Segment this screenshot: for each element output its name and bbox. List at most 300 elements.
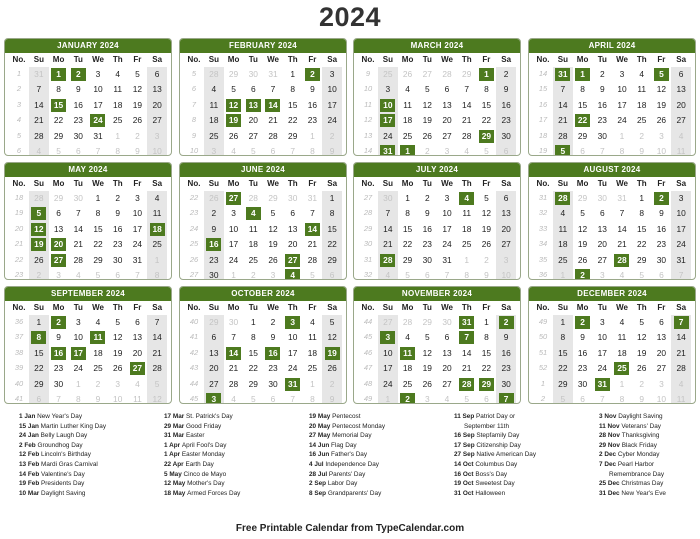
day-cell[interactable] <box>128 206 148 221</box>
day-cell[interactable] <box>88 377 108 392</box>
day-cell[interactable] <box>378 377 398 392</box>
day-cell[interactable] <box>283 129 303 144</box>
day-cell[interactable] <box>263 82 283 97</box>
day-cell[interactable] <box>477 361 497 376</box>
day-cell[interactable] <box>204 98 224 113</box>
day-cell[interactable] <box>243 82 263 97</box>
day-cell[interactable] <box>108 113 128 128</box>
day-cell[interactable] <box>49 82 69 97</box>
day-cell[interactable] <box>496 237 516 252</box>
day-cell[interactable] <box>243 67 263 82</box>
holiday-day-cell[interactable] <box>263 98 283 113</box>
day-cell[interactable] <box>496 253 516 268</box>
day-cell[interactable] <box>496 129 516 144</box>
holiday-day-cell[interactable] <box>592 377 612 392</box>
day-cell[interactable] <box>49 206 69 221</box>
holiday-day-cell[interactable] <box>283 268 303 280</box>
day-cell[interactable] <box>303 392 323 404</box>
day-cell[interactable] <box>108 206 128 221</box>
day-cell[interactable] <box>417 330 437 345</box>
day-cell[interactable] <box>68 392 88 404</box>
day-cell[interactable] <box>553 237 573 252</box>
day-cell[interactable] <box>592 144 612 156</box>
holiday-day-cell[interactable] <box>477 377 497 392</box>
day-cell[interactable] <box>322 268 342 280</box>
day-cell[interactable] <box>592 222 612 237</box>
holiday-day-cell[interactable] <box>398 392 418 404</box>
holiday-day-cell[interactable] <box>652 67 672 82</box>
day-cell[interactable] <box>147 67 167 82</box>
day-cell[interactable] <box>671 206 691 221</box>
day-cell[interactable] <box>303 377 323 392</box>
day-cell[interactable] <box>632 82 652 97</box>
day-cell[interactable] <box>322 98 342 113</box>
holiday-day-cell[interactable] <box>49 237 69 252</box>
day-cell[interactable] <box>29 315 49 330</box>
day-cell[interactable] <box>68 191 88 206</box>
holiday-day-cell[interactable] <box>147 222 167 237</box>
day-cell[interactable] <box>632 315 652 330</box>
day-cell[interactable] <box>224 129 244 144</box>
day-cell[interactable] <box>496 361 516 376</box>
day-cell[interactable] <box>224 253 244 268</box>
day-cell[interactable] <box>652 268 672 280</box>
day-cell[interactable] <box>29 191 49 206</box>
day-cell[interactable] <box>263 361 283 376</box>
day-cell[interactable] <box>612 315 632 330</box>
day-cell[interactable] <box>632 98 652 113</box>
day-cell[interactable] <box>128 268 148 280</box>
day-cell[interactable] <box>573 377 593 392</box>
day-cell[interactable] <box>283 222 303 237</box>
day-cell[interactable] <box>322 191 342 206</box>
day-cell[interactable] <box>68 330 88 345</box>
day-cell[interactable] <box>378 346 398 361</box>
day-cell[interactable] <box>553 129 573 144</box>
day-cell[interactable] <box>128 67 148 82</box>
day-cell[interactable] <box>477 392 497 404</box>
day-cell[interactable] <box>29 361 49 376</box>
day-cell[interactable] <box>108 330 128 345</box>
day-cell[interactable] <box>671 144 691 156</box>
day-cell[interactable] <box>612 377 632 392</box>
day-cell[interactable] <box>378 222 398 237</box>
day-cell[interactable] <box>632 377 652 392</box>
day-cell[interactable] <box>398 315 418 330</box>
day-cell[interactable] <box>243 113 263 128</box>
day-cell[interactable] <box>88 346 108 361</box>
holiday-day-cell[interactable] <box>283 253 303 268</box>
day-cell[interactable] <box>263 222 283 237</box>
day-cell[interactable] <box>398 268 418 280</box>
holiday-day-cell[interactable] <box>29 206 49 221</box>
day-cell[interactable] <box>224 330 244 345</box>
day-cell[interactable] <box>417 237 437 252</box>
day-cell[interactable] <box>496 206 516 221</box>
day-cell[interactable] <box>204 222 224 237</box>
day-cell[interactable] <box>303 129 323 144</box>
day-cell[interactable] <box>378 361 398 376</box>
holiday-day-cell[interactable] <box>477 129 497 144</box>
day-cell[interactable] <box>652 206 672 221</box>
day-cell[interactable] <box>108 346 128 361</box>
day-cell[interactable] <box>652 113 672 128</box>
day-cell[interactable] <box>108 222 128 237</box>
day-cell[interactable] <box>243 315 263 330</box>
day-cell[interactable] <box>204 113 224 128</box>
day-cell[interactable] <box>671 346 691 361</box>
day-cell[interactable] <box>671 253 691 268</box>
day-cell[interactable] <box>612 268 632 280</box>
day-cell[interactable] <box>378 67 398 82</box>
day-cell[interactable] <box>496 191 516 206</box>
day-cell[interactable] <box>88 315 108 330</box>
day-cell[interactable] <box>417 82 437 97</box>
day-cell[interactable] <box>147 113 167 128</box>
day-cell[interactable] <box>573 253 593 268</box>
day-cell[interactable] <box>88 237 108 252</box>
holiday-day-cell[interactable] <box>49 98 69 113</box>
holiday-day-cell[interactable] <box>612 361 632 376</box>
day-cell[interactable] <box>378 82 398 97</box>
day-cell[interactable] <box>553 268 573 280</box>
day-cell[interactable] <box>224 237 244 252</box>
day-cell[interactable] <box>128 82 148 97</box>
day-cell[interactable] <box>378 315 398 330</box>
holiday-day-cell[interactable] <box>49 253 69 268</box>
day-cell[interactable] <box>496 268 516 280</box>
day-cell[interactable] <box>243 330 263 345</box>
day-cell[interactable] <box>224 67 244 82</box>
day-cell[interactable] <box>88 392 108 404</box>
day-cell[interactable] <box>592 98 612 113</box>
day-cell[interactable] <box>283 330 303 345</box>
day-cell[interactable] <box>437 113 457 128</box>
holiday-day-cell[interactable] <box>49 346 69 361</box>
day-cell[interactable] <box>204 82 224 97</box>
day-cell[interactable] <box>224 268 244 280</box>
day-cell[interactable] <box>437 346 457 361</box>
day-cell[interactable] <box>303 346 323 361</box>
day-cell[interactable] <box>303 206 323 221</box>
day-cell[interactable] <box>496 346 516 361</box>
day-cell[interactable] <box>108 268 128 280</box>
day-cell[interactable] <box>398 191 418 206</box>
day-cell[interactable] <box>398 253 418 268</box>
day-cell[interactable] <box>147 253 167 268</box>
day-cell[interactable] <box>29 98 49 113</box>
day-cell[interactable] <box>398 377 418 392</box>
day-cell[interactable] <box>573 330 593 345</box>
day-cell[interactable] <box>671 98 691 113</box>
day-cell[interactable] <box>573 222 593 237</box>
day-cell[interactable] <box>592 113 612 128</box>
day-cell[interactable] <box>49 113 69 128</box>
day-cell[interactable] <box>417 206 437 221</box>
day-cell[interactable] <box>108 67 128 82</box>
day-cell[interactable] <box>147 82 167 97</box>
day-cell[interactable] <box>378 191 398 206</box>
day-cell[interactable] <box>496 377 516 392</box>
day-cell[interactable] <box>283 191 303 206</box>
day-cell[interactable] <box>128 315 148 330</box>
day-cell[interactable] <box>457 222 477 237</box>
holiday-day-cell[interactable] <box>378 144 398 156</box>
day-cell[interactable] <box>437 222 457 237</box>
day-cell[interactable] <box>322 237 342 252</box>
day-cell[interactable] <box>612 222 632 237</box>
holiday-day-cell[interactable] <box>29 222 49 237</box>
day-cell[interactable] <box>29 268 49 280</box>
day-cell[interactable] <box>108 237 128 252</box>
day-cell[interactable] <box>477 144 497 156</box>
day-cell[interactable] <box>592 330 612 345</box>
holiday-day-cell[interactable] <box>477 67 497 82</box>
day-cell[interactable] <box>496 222 516 237</box>
day-cell[interactable] <box>68 82 88 97</box>
day-cell[interactable] <box>632 67 652 82</box>
day-cell[interactable] <box>671 67 691 82</box>
day-cell[interactable] <box>68 222 88 237</box>
holiday-day-cell[interactable] <box>303 67 323 82</box>
day-cell[interactable] <box>553 206 573 221</box>
day-cell[interactable] <box>553 82 573 97</box>
day-cell[interactable] <box>68 113 88 128</box>
day-cell[interactable] <box>612 330 632 345</box>
day-cell[interactable] <box>303 82 323 97</box>
day-cell[interactable] <box>88 206 108 221</box>
day-cell[interactable] <box>437 206 457 221</box>
day-cell[interactable] <box>437 315 457 330</box>
holiday-day-cell[interactable] <box>29 330 49 345</box>
day-cell[interactable] <box>88 129 108 144</box>
day-cell[interactable] <box>612 237 632 252</box>
day-cell[interactable] <box>283 113 303 128</box>
day-cell[interactable] <box>437 67 457 82</box>
day-cell[interactable] <box>612 98 632 113</box>
day-cell[interactable] <box>263 144 283 156</box>
day-cell[interactable] <box>224 82 244 97</box>
day-cell[interactable] <box>147 330 167 345</box>
day-cell[interactable] <box>477 330 497 345</box>
day-cell[interactable] <box>378 392 398 404</box>
day-cell[interactable] <box>417 191 437 206</box>
day-cell[interactable] <box>398 113 418 128</box>
day-cell[interactable] <box>477 268 497 280</box>
day-cell[interactable] <box>147 206 167 221</box>
day-cell[interactable] <box>477 315 497 330</box>
day-cell[interactable] <box>477 253 497 268</box>
day-cell[interactable] <box>224 315 244 330</box>
day-cell[interactable] <box>632 268 652 280</box>
day-cell[interactable] <box>204 206 224 221</box>
day-cell[interactable] <box>243 129 263 144</box>
day-cell[interactable] <box>573 144 593 156</box>
day-cell[interactable] <box>243 268 263 280</box>
day-cell[interactable] <box>283 144 303 156</box>
day-cell[interactable] <box>592 253 612 268</box>
day-cell[interactable] <box>49 392 69 404</box>
day-cell[interactable] <box>283 346 303 361</box>
day-cell[interactable] <box>652 315 672 330</box>
day-cell[interactable] <box>243 346 263 361</box>
day-cell[interactable] <box>457 67 477 82</box>
day-cell[interactable] <box>303 253 323 268</box>
day-cell[interactable] <box>592 361 612 376</box>
day-cell[interactable] <box>322 206 342 221</box>
day-cell[interactable] <box>204 268 224 280</box>
day-cell[interactable] <box>612 191 632 206</box>
day-cell[interactable] <box>49 377 69 392</box>
day-cell[interactable] <box>147 268 167 280</box>
day-cell[interactable] <box>652 330 672 345</box>
day-cell[interactable] <box>417 129 437 144</box>
day-cell[interactable] <box>243 253 263 268</box>
day-cell[interactable] <box>671 268 691 280</box>
day-cell[interactable] <box>303 330 323 345</box>
day-cell[interactable] <box>128 237 148 252</box>
holiday-day-cell[interactable] <box>88 330 108 345</box>
day-cell[interactable] <box>68 377 88 392</box>
day-cell[interactable] <box>632 191 652 206</box>
day-cell[interactable] <box>263 315 283 330</box>
day-cell[interactable] <box>204 377 224 392</box>
day-cell[interactable] <box>49 144 69 156</box>
holiday-day-cell[interactable] <box>378 330 398 345</box>
day-cell[interactable] <box>632 206 652 221</box>
day-cell[interactable] <box>573 82 593 97</box>
day-cell[interactable] <box>612 129 632 144</box>
day-cell[interactable] <box>417 346 437 361</box>
day-cell[interactable] <box>68 98 88 113</box>
day-cell[interactable] <box>243 392 263 404</box>
day-cell[interactable] <box>243 191 263 206</box>
day-cell[interactable] <box>671 129 691 144</box>
day-cell[interactable] <box>204 330 224 345</box>
day-cell[interactable] <box>88 67 108 82</box>
day-cell[interactable] <box>496 330 516 345</box>
day-cell[interactable] <box>457 129 477 144</box>
day-cell[interactable] <box>592 392 612 404</box>
day-cell[interactable] <box>553 253 573 268</box>
day-cell[interactable] <box>671 222 691 237</box>
day-cell[interactable] <box>417 253 437 268</box>
day-cell[interactable] <box>204 191 224 206</box>
day-cell[interactable] <box>671 113 691 128</box>
day-cell[interactable] <box>632 346 652 361</box>
day-cell[interactable] <box>147 129 167 144</box>
day-cell[interactable] <box>147 346 167 361</box>
day-cell[interactable] <box>652 346 672 361</box>
day-cell[interactable] <box>437 361 457 376</box>
day-cell[interactable] <box>263 237 283 252</box>
day-cell[interactable] <box>263 330 283 345</box>
day-cell[interactable] <box>108 144 128 156</box>
day-cell[interactable] <box>108 377 128 392</box>
day-cell[interactable] <box>243 237 263 252</box>
day-cell[interactable] <box>398 330 418 345</box>
day-cell[interactable] <box>553 392 573 404</box>
day-cell[interactable] <box>553 330 573 345</box>
day-cell[interactable] <box>652 392 672 404</box>
day-cell[interactable] <box>632 330 652 345</box>
day-cell[interactable] <box>283 206 303 221</box>
day-cell[interactable] <box>671 191 691 206</box>
day-cell[interactable] <box>612 392 632 404</box>
day-cell[interactable] <box>652 377 672 392</box>
day-cell[interactable] <box>204 315 224 330</box>
day-cell[interactable] <box>457 268 477 280</box>
holiday-day-cell[interactable] <box>457 330 477 345</box>
day-cell[interactable] <box>496 144 516 156</box>
holiday-day-cell[interactable] <box>88 113 108 128</box>
holiday-day-cell[interactable] <box>204 392 224 404</box>
day-cell[interactable] <box>303 191 323 206</box>
day-cell[interactable] <box>322 330 342 345</box>
day-cell[interactable] <box>612 346 632 361</box>
day-cell[interactable] <box>573 98 593 113</box>
day-cell[interactable] <box>398 98 418 113</box>
day-cell[interactable] <box>437 392 457 404</box>
day-cell[interactable] <box>398 237 418 252</box>
day-cell[interactable] <box>29 67 49 82</box>
day-cell[interactable] <box>477 113 497 128</box>
day-cell[interactable] <box>303 268 323 280</box>
day-cell[interactable] <box>553 113 573 128</box>
day-cell[interactable] <box>224 222 244 237</box>
day-cell[interactable] <box>417 144 437 156</box>
day-cell[interactable] <box>283 67 303 82</box>
day-cell[interactable] <box>496 113 516 128</box>
day-cell[interactable] <box>632 392 652 404</box>
day-cell[interactable] <box>457 392 477 404</box>
day-cell[interactable] <box>263 268 283 280</box>
day-cell[interactable] <box>457 346 477 361</box>
holiday-day-cell[interactable] <box>573 113 593 128</box>
day-cell[interactable] <box>553 361 573 376</box>
day-cell[interactable] <box>457 144 477 156</box>
day-cell[interactable] <box>224 377 244 392</box>
day-cell[interactable] <box>108 361 128 376</box>
day-cell[interactable] <box>417 392 437 404</box>
day-cell[interactable] <box>457 361 477 376</box>
day-cell[interactable] <box>224 206 244 221</box>
day-cell[interactable] <box>147 191 167 206</box>
day-cell[interactable] <box>243 144 263 156</box>
day-cell[interactable] <box>204 144 224 156</box>
day-cell[interactable] <box>612 67 632 82</box>
holiday-day-cell[interactable] <box>49 315 69 330</box>
holiday-day-cell[interactable] <box>378 113 398 128</box>
day-cell[interactable] <box>437 98 457 113</box>
day-cell[interactable] <box>322 144 342 156</box>
day-cell[interactable] <box>49 330 69 345</box>
day-cell[interactable] <box>417 315 437 330</box>
holiday-day-cell[interactable] <box>49 67 69 82</box>
day-cell[interactable] <box>128 144 148 156</box>
holiday-day-cell[interactable] <box>68 67 88 82</box>
day-cell[interactable] <box>263 191 283 206</box>
day-cell[interactable] <box>477 82 497 97</box>
day-cell[interactable] <box>592 237 612 252</box>
holiday-day-cell[interactable] <box>496 392 516 404</box>
holiday-day-cell[interactable] <box>553 67 573 82</box>
day-cell[interactable] <box>437 253 457 268</box>
day-cell[interactable] <box>322 129 342 144</box>
day-cell[interactable] <box>108 191 128 206</box>
holiday-day-cell[interactable] <box>671 315 691 330</box>
day-cell[interactable] <box>437 191 457 206</box>
